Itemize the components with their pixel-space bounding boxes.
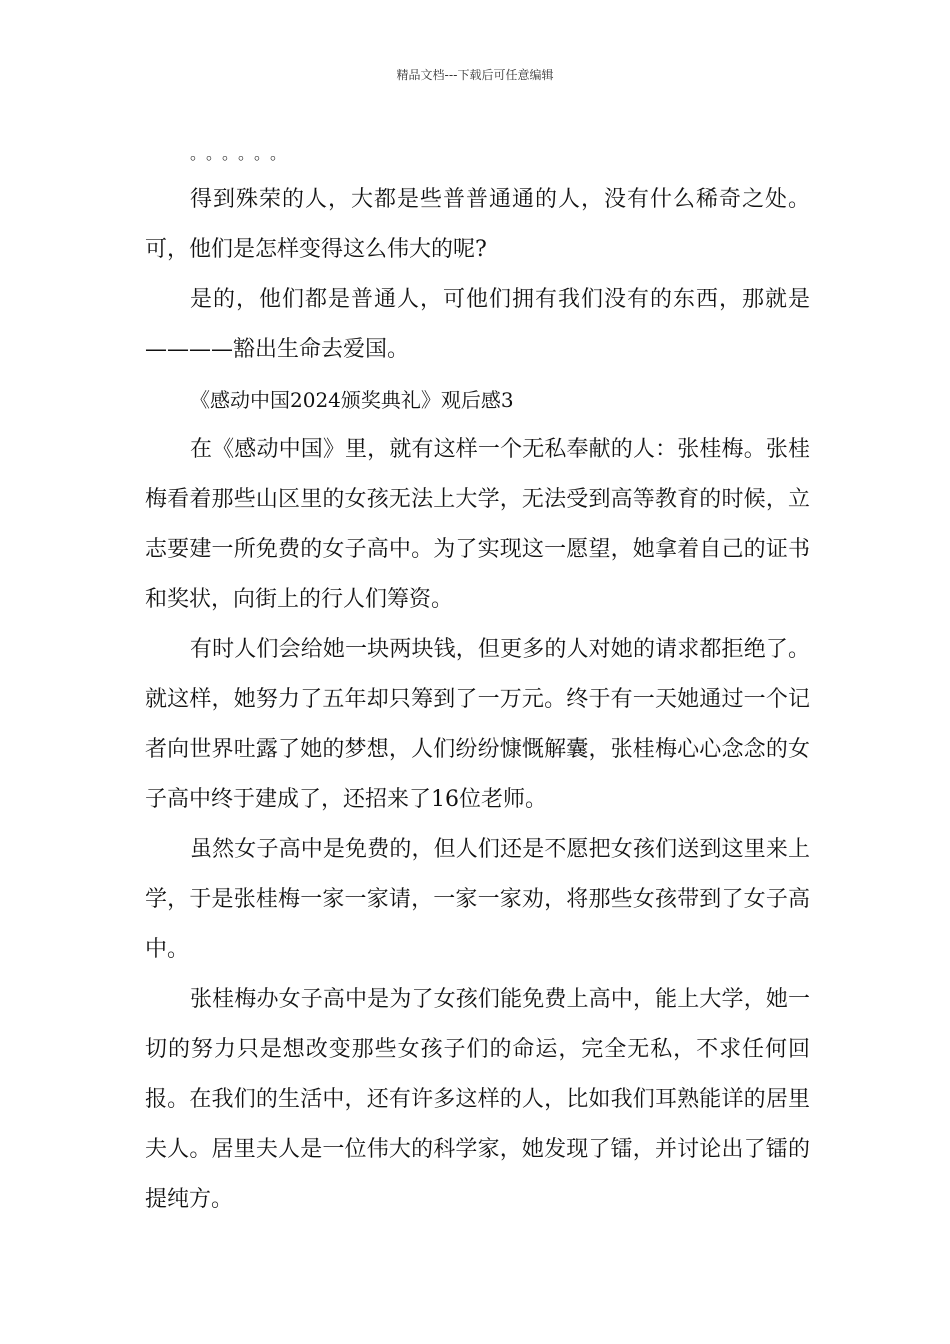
section-title: 《感动中国2024颁奖典礼》观后感3 [190, 388, 514, 412]
paragraph-4: 有时人们会给她一块两块钱，但更多的人对她的请求都拒绝了。就这样，她努力了五年却只筹到了一万元。终于有一天她通过一个记者向世界吐露了她的梦想，人们纷纷慷慨解囊，张桂梅心心念念的女子高中终于建成了，还招来了16位老师。 [145, 637, 810, 812]
ellipsis-dots: 。。。。。。 [190, 144, 295, 163]
paragraph-5: 虽然女子高中是免费的，但人们还是不愿把女孩们送到这里来上学，于是张桂梅一家一家请，一家一家劝，将那些女孩带到了女子高中。 [145, 837, 810, 962]
paragraph-1: 得到殊荣的人，大都是些普普通通的人，没有什么稀奇之处。可，他们是怎样变得这么伟大的呢? [145, 187, 810, 262]
paragraph-2: 是的，他们都是普通人，可他们拥有我们没有的东西，那就是————豁出生命去爱国。 [145, 287, 810, 362]
paragraph-3: 在《感动中国》里，就有这样一个无私奉献的人：张桂梅。张桂梅看着那些山区里的女孩无法上大学，无法受到高等教育的时候，立志要建一所免费的女子高中。为了实现这一愿望，她拿着自己的证书和奖状，向街上的行人们筹资。 [145, 437, 810, 612]
document-body [145, 125, 810, 1225]
page-header: 精品文档---下载后可任意编辑 [396, 68, 554, 82]
paragraph-6: 张桂梅办女子高中是为了女孩们能免费上高中，能上大学，她一切的努力只是想改变那些女孩子们的命运，完全无私，不求任何回报。在我们的生活中，还有许多这样的人，比如我们耳熟能详的居里夫人。居里夫人是一位伟大的科学家，她发现了镭，并讨论出了镭的提纯方。 [145, 987, 810, 1212]
